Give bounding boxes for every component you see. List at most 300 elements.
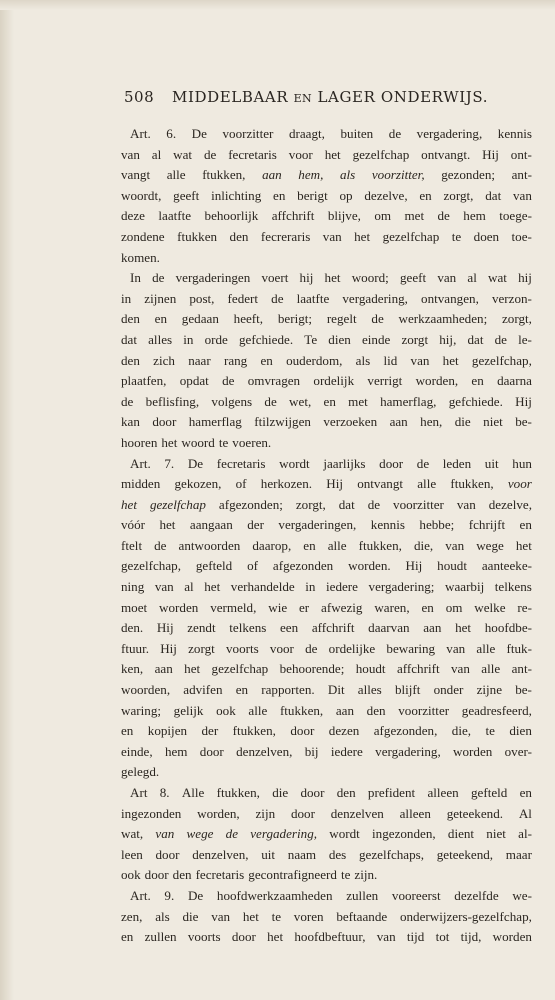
word: gefteld [470, 785, 508, 800]
word: wet, [289, 393, 312, 409]
text-line [121, 330, 532, 351]
word: gecontrafigneerd [248, 867, 337, 883]
word: gezelfchap, [121, 558, 181, 574]
word: kopijen [147, 723, 188, 739]
word: onder [433, 682, 464, 698]
word: alle [166, 167, 186, 183]
word: ontvangt [357, 476, 404, 492]
word: affchrift [271, 208, 315, 224]
word: te [451, 228, 462, 244]
word: fecretaris [228, 146, 277, 162]
word: komen. [121, 249, 160, 265]
text-line [121, 351, 532, 372]
word: geadresfeerd, [461, 702, 532, 718]
word: verzoeken [323, 414, 378, 430]
text-line [121, 907, 532, 928]
word: en [121, 723, 134, 739]
word: be- [515, 682, 532, 698]
word: vergadering, [342, 290, 408, 306]
word: worden [159, 599, 199, 615]
word: hamerflag, [380, 393, 437, 409]
word: advifen [183, 682, 223, 698]
word: federt [227, 290, 259, 306]
word: de [264, 393, 277, 409]
word: alle [481, 661, 501, 677]
word: Te [304, 331, 318, 347]
word: het [121, 496, 137, 512]
word: worden, [415, 373, 459, 389]
text-line [121, 886, 532, 907]
word: ook [121, 867, 141, 883]
word: hamerflag [188, 414, 242, 430]
word: antwoorden [178, 537, 241, 553]
word: aan [262, 167, 282, 183]
word: in [183, 331, 194, 347]
word: kan [121, 414, 140, 430]
word: der [201, 723, 219, 739]
word: en [419, 187, 432, 203]
word: den [172, 867, 192, 883]
word: Al [518, 805, 532, 821]
word: ontvangen, [421, 290, 479, 306]
word: telkens [494, 579, 532, 595]
word: Art [130, 785, 148, 800]
word: den. [121, 620, 144, 636]
word: ftukken, [450, 476, 494, 492]
word: om [445, 599, 463, 615]
word: uit [261, 846, 276, 862]
word: geeft [173, 187, 200, 203]
word: rapporten. [261, 682, 315, 698]
word: op [339, 187, 353, 203]
word: welke [474, 599, 506, 615]
word: verhandelde [230, 579, 295, 595]
word: de [305, 640, 318, 656]
word: het [455, 620, 472, 636]
word: regelt [326, 311, 357, 327]
word: afwezig [321, 599, 363, 615]
word: zen, [121, 908, 143, 924]
word: lid [383, 352, 398, 368]
text-line [121, 701, 532, 722]
text-line [121, 556, 532, 577]
word: hun [512, 455, 532, 471]
text-line [121, 742, 532, 763]
word: van [376, 929, 396, 945]
word: dien [328, 331, 351, 347]
word: aan [335, 702, 355, 718]
word: vergaderingen, [278, 517, 357, 533]
word: van [211, 908, 231, 924]
word: door [379, 455, 404, 471]
word: ftukken [177, 228, 218, 244]
word: ftuur. [121, 640, 150, 656]
word: denzelven [330, 805, 384, 821]
word: le- [518, 331, 532, 347]
word: verrigt [367, 373, 403, 389]
word: zorgt [401, 331, 429, 347]
text-line [121, 145, 532, 166]
word: van [155, 826, 175, 842]
word: verzon- [491, 290, 532, 306]
word: behoorende; [279, 661, 345, 677]
word: plaatfen, [121, 373, 167, 389]
word: orde [204, 331, 228, 347]
word: In [130, 270, 141, 286]
word: midden [121, 476, 161, 492]
word: Dit [327, 682, 345, 698]
word: be- [515, 414, 532, 430]
text-line [121, 186, 532, 207]
word: tijd [406, 929, 425, 945]
text-line [121, 124, 532, 145]
word: vergadering, [375, 743, 441, 759]
word: van [437, 270, 457, 286]
word: zijn [255, 805, 276, 821]
word: het [184, 661, 201, 677]
word: alleen [427, 785, 459, 800]
word: de [121, 393, 134, 409]
word: bij [304, 743, 319, 759]
word: fecretaris [216, 455, 266, 471]
word: zorgt, [501, 311, 532, 327]
word: de [388, 126, 402, 141]
text-line [121, 762, 532, 783]
word: zendt [187, 620, 216, 636]
word: door [290, 805, 315, 821]
text-line [121, 536, 532, 557]
word: van [410, 352, 430, 368]
word: telkens [229, 620, 267, 636]
word: waring; [121, 702, 161, 718]
word: dient [447, 826, 475, 842]
word: de [222, 373, 235, 389]
word: gezelfchap [352, 146, 410, 162]
word: vergadering, [250, 826, 318, 842]
word: aangaan [189, 517, 233, 533]
word: door [290, 723, 315, 739]
word: ant- [511, 167, 532, 183]
text-line [121, 165, 532, 186]
text-line [121, 268, 532, 289]
word: de [416, 455, 430, 471]
page-number: 508 [124, 88, 155, 106]
word: van [322, 228, 342, 244]
word: den [229, 228, 249, 244]
word: voor [288, 146, 313, 162]
text-line [121, 639, 532, 660]
word: alles [148, 331, 173, 347]
word: rang [223, 352, 248, 368]
text-line [121, 392, 532, 413]
word: Art. [130, 455, 151, 471]
word: en [323, 393, 336, 409]
word: gedaan [181, 311, 219, 327]
word: om [374, 208, 392, 224]
word: met [404, 208, 425, 224]
word: zijne [476, 682, 503, 698]
word: de [271, 290, 284, 306]
word: worden, [197, 805, 240, 821]
word: ftilzwijgen [254, 414, 311, 430]
running-title-part-1: MIDDELBAAR [172, 88, 289, 106]
word: tijd, [460, 929, 482, 945]
word: gezelfchap [149, 496, 206, 512]
word: gekozen, [174, 476, 222, 492]
text-line [121, 515, 532, 536]
word: van [154, 579, 174, 595]
word: voorts [187, 929, 221, 945]
word: ook [216, 702, 236, 718]
text-line [121, 845, 532, 866]
word: ingezonden, [372, 826, 436, 842]
word: hoofdwerkzaamheden [216, 887, 333, 903]
word: het [159, 517, 176, 533]
word: die, [451, 723, 472, 739]
word: Art. [130, 126, 151, 141]
word: al [151, 146, 162, 162]
word: ordelijke [328, 640, 376, 656]
word: fecretaris [195, 867, 245, 883]
word: hij [518, 270, 532, 286]
word: hij, [439, 331, 457, 347]
text-line [121, 598, 532, 619]
word: toe- [511, 228, 532, 244]
word: zullen [144, 929, 177, 945]
text-line [121, 577, 532, 598]
word: denzelven, [236, 743, 293, 759]
word: fecreraris [260, 228, 311, 244]
word: de [152, 270, 165, 286]
word: door [199, 743, 224, 759]
word: prefident [367, 785, 416, 800]
word: en [519, 517, 532, 533]
word: gezelfchaps, [358, 846, 425, 862]
word: woord; [351, 270, 389, 286]
word: wat [488, 270, 507, 286]
word: herkozen. [260, 476, 313, 492]
word: post, [189, 290, 215, 306]
word: gezelfchap, [471, 352, 532, 368]
word: dat [467, 331, 484, 347]
word: buiten [340, 126, 374, 141]
word: moet [121, 599, 148, 615]
word: hoofdbe- [484, 620, 532, 636]
word: Hij [326, 476, 343, 492]
word: blijft [394, 682, 421, 698]
text-line [121, 371, 532, 392]
word: vermeld, [210, 599, 257, 615]
text-line [121, 618, 532, 639]
word: berigt; [277, 311, 313, 327]
text-line [121, 659, 532, 680]
word: een [280, 620, 299, 636]
word: hen, [420, 414, 443, 430]
word: woordt, [121, 187, 162, 203]
word: voorzitter [398, 702, 450, 718]
word: alle [476, 640, 496, 656]
word: beftaande [336, 908, 388, 924]
word: wege [186, 826, 214, 842]
word: voorzitter [222, 126, 274, 141]
word: ordelijk [313, 373, 355, 389]
body-text [121, 124, 532, 948]
word: dien [509, 723, 532, 739]
word: de [371, 311, 384, 327]
word: wat, [121, 826, 144, 842]
word: met [348, 393, 368, 409]
word: doen [473, 228, 500, 244]
word: De [187, 887, 204, 903]
word: Hij [160, 640, 177, 656]
word: geteekend, [436, 846, 494, 862]
word: tot [435, 929, 450, 945]
word: niet [486, 826, 506, 842]
word: Hij [515, 393, 532, 409]
word: heeft, [233, 311, 264, 327]
word: denzelven, [192, 846, 249, 862]
word: aanteeke- [481, 558, 532, 574]
word: van [445, 537, 465, 553]
word: door [144, 867, 169, 883]
word: van [512, 187, 532, 203]
word: iedere [330, 743, 363, 759]
word: behoorlijk [204, 208, 259, 224]
word: daarna [497, 373, 532, 389]
word: alle [248, 702, 268, 718]
word: werkzaamheden; [398, 311, 488, 327]
word: zorgt [188, 640, 215, 656]
page-shadow-top [0, 0, 555, 10]
text-line [121, 433, 532, 454]
word: wordt [279, 455, 310, 471]
word: al [184, 579, 194, 595]
word: kennis [497, 126, 532, 141]
word: vooreerst [391, 887, 441, 903]
word: het [354, 228, 371, 244]
word: re- [517, 599, 532, 615]
text-line [121, 824, 532, 845]
word: deze [121, 208, 145, 224]
word: afgezonden [272, 558, 334, 574]
word: zorgt, [295, 496, 326, 512]
word: voert [261, 270, 289, 286]
word: het [324, 146, 341, 162]
word: afgezonden, [373, 723, 438, 739]
word: zorgt, [443, 187, 474, 203]
word: zijn. [354, 867, 378, 883]
word: fchrijft [468, 517, 506, 533]
word: en [121, 929, 134, 945]
word: hij [299, 270, 314, 286]
word: door [231, 929, 256, 945]
word: vergaderingen [175, 270, 251, 286]
word: die [454, 414, 471, 430]
word: gelijk [173, 702, 204, 718]
word: ning [121, 579, 145, 595]
word: de [367, 496, 381, 512]
word: of [247, 558, 259, 574]
word: ftelt [121, 537, 143, 553]
word: worden [453, 743, 493, 759]
word: aan [389, 414, 408, 430]
word: Art. [130, 887, 151, 903]
word: en [235, 682, 249, 698]
word: maar [505, 846, 532, 862]
word: alles [357, 682, 382, 698]
word: het [515, 537, 532, 553]
word: den [336, 785, 356, 800]
word: jaarlijks [323, 455, 366, 471]
word: van [456, 496, 476, 512]
word: omvragen [247, 373, 301, 389]
word: alle [327, 537, 347, 553]
word: leen [121, 846, 143, 862]
word: dezelve, [488, 496, 532, 512]
word: niet [483, 414, 503, 430]
word: des [328, 846, 347, 862]
word: De [191, 126, 207, 141]
word: gezelfchap [211, 661, 269, 677]
word: en [273, 187, 286, 203]
word: te [340, 867, 351, 883]
word: einde, [121, 743, 153, 759]
word: Alle [181, 785, 205, 800]
word: vergadering, [416, 126, 483, 141]
word: ontvangt. [421, 146, 471, 162]
word: draagt, [288, 126, 325, 141]
word: ouderdom, [286, 352, 343, 368]
word: dat [485, 187, 502, 203]
word: affchrift [311, 620, 355, 636]
word: berigt [297, 187, 328, 203]
word: in [121, 290, 132, 306]
word: naam [287, 846, 317, 862]
word: worden. [348, 558, 391, 574]
word: 7. [164, 455, 175, 471]
word: ftuk- [506, 640, 532, 656]
text-line [121, 289, 532, 310]
word: hem [164, 743, 188, 759]
word: voorzitter, [371, 167, 425, 183]
word: iedere [326, 579, 358, 595]
word: laatfte [158, 208, 192, 224]
word: wordt [329, 826, 360, 842]
word: einde [361, 331, 391, 347]
word: beflisfing, [145, 393, 200, 409]
word: naar [188, 352, 211, 368]
word: het [442, 352, 459, 368]
word: van [446, 640, 466, 656]
word: ingezonden [121, 805, 182, 821]
word: zondene [121, 228, 165, 244]
word: volgens [211, 393, 253, 409]
word: wege [476, 537, 504, 553]
word: dat [121, 331, 137, 347]
text-line [121, 454, 532, 475]
running-title-part-2: EN [293, 92, 313, 105]
page-shadow-left [0, 0, 14, 1000]
word: aan [423, 620, 442, 636]
word: door [152, 414, 177, 430]
word: hem [463, 208, 486, 224]
word: alle [417, 476, 437, 492]
word: wie [268, 599, 288, 615]
word: door [155, 846, 180, 862]
word: affchrift [396, 661, 440, 677]
text-line [121, 865, 532, 886]
word: Hij [156, 620, 174, 636]
